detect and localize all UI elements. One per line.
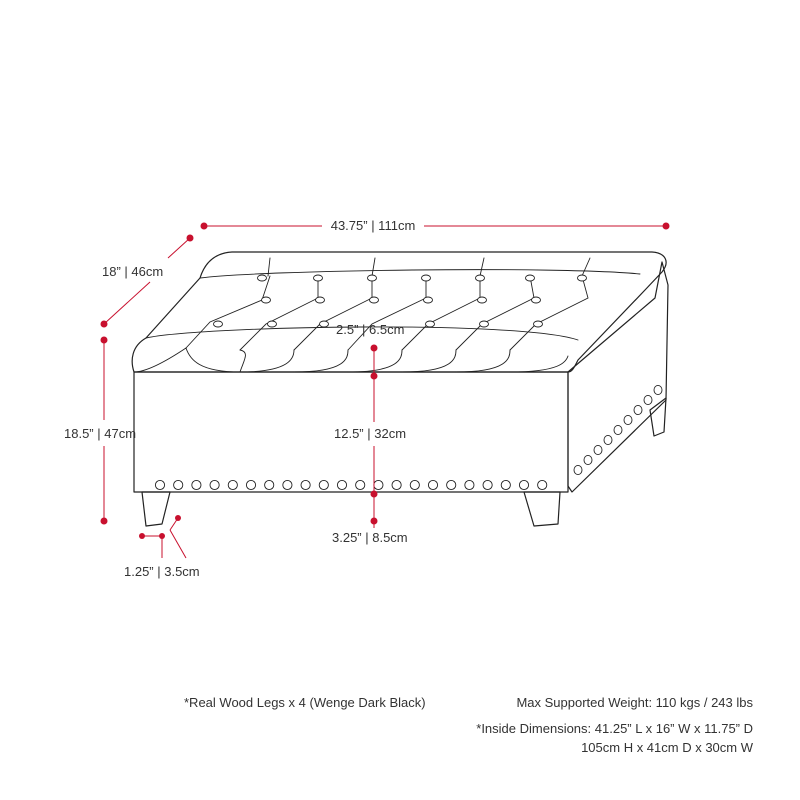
leg-dot-bottom xyxy=(371,518,378,525)
nailhead xyxy=(483,480,492,489)
nailhead xyxy=(465,480,474,489)
leg-height-label: 3.25” | 8.5cm xyxy=(332,530,408,545)
nailhead xyxy=(246,480,255,489)
nailhead xyxy=(644,395,652,404)
nailhead xyxy=(604,435,612,444)
cushion-label: 2.5” | 6.5cm xyxy=(336,322,405,337)
leg-width-dot-3 xyxy=(175,515,181,521)
leg-width-dot-1 xyxy=(139,533,145,539)
nailhead xyxy=(283,480,292,489)
measurement-lines xyxy=(101,223,670,559)
nailhead xyxy=(594,445,602,454)
nailhead xyxy=(192,480,201,489)
cushion-front-bulges xyxy=(134,348,568,372)
nailhead xyxy=(574,465,582,474)
cushion-dot-bottom xyxy=(371,373,378,380)
nailhead xyxy=(428,480,437,489)
nailhead xyxy=(447,480,456,489)
length-dot-end xyxy=(663,223,670,230)
nailhead xyxy=(410,480,419,489)
nailhead xyxy=(584,455,592,464)
leg-dot-top xyxy=(371,491,378,498)
nailhead xyxy=(654,385,662,394)
nailhead xyxy=(374,480,383,489)
inside-dimensions-note: *Inside Dimensions: 41.25” L x 16” W x 11.75” D xyxy=(476,721,753,736)
length-dot-start xyxy=(201,223,208,230)
nailhead xyxy=(356,480,365,489)
nailhead xyxy=(337,480,346,489)
body-label: 12.5” | 32cm xyxy=(334,426,407,441)
depth-dot-end xyxy=(101,321,108,328)
nailhead xyxy=(624,415,632,424)
height-dot-end xyxy=(101,518,108,525)
height-dot-start xyxy=(101,337,108,344)
nailhead xyxy=(319,480,328,489)
nailhead xyxy=(155,480,164,489)
nailhead xyxy=(265,480,274,489)
leg-width-label: 1.25” | 3.5cm xyxy=(124,564,200,579)
nailhead-trim-side xyxy=(574,385,662,474)
leg-width-dot-2 xyxy=(159,533,165,539)
nailhead xyxy=(538,480,547,489)
legs-note: *Real Wood Legs x 4 (Wenge Dark Black) xyxy=(184,695,426,710)
nailhead xyxy=(634,405,642,414)
nailhead xyxy=(392,480,401,489)
nailhead xyxy=(210,480,219,489)
weight-note: Max Supported Weight: 110 kgs / 243 lbs xyxy=(516,695,753,710)
ottoman-illustration xyxy=(132,252,668,526)
ottoman-side-panel xyxy=(568,262,668,492)
tufting-buttons xyxy=(214,275,587,327)
nailhead-trim-front xyxy=(155,480,546,489)
nailhead xyxy=(301,480,310,489)
inside-dimensions-metric-note: 105cm H x 41cm D x 30cm W xyxy=(581,740,753,755)
nailhead xyxy=(174,480,183,489)
cushion-dot-top xyxy=(371,345,378,352)
front-right-leg xyxy=(524,492,560,526)
front-left-leg xyxy=(142,492,170,526)
back-right-leg xyxy=(650,398,666,436)
depth-dot-start xyxy=(187,235,194,242)
nailhead xyxy=(501,480,510,489)
depth-label: 18” | 46cm xyxy=(102,264,164,279)
nailhead xyxy=(228,480,237,489)
nailhead xyxy=(614,425,622,434)
length-label: 43.75” | 111cm xyxy=(330,218,416,233)
height-label: 18.5” | 47cm xyxy=(64,426,137,441)
nailhead xyxy=(519,480,528,489)
